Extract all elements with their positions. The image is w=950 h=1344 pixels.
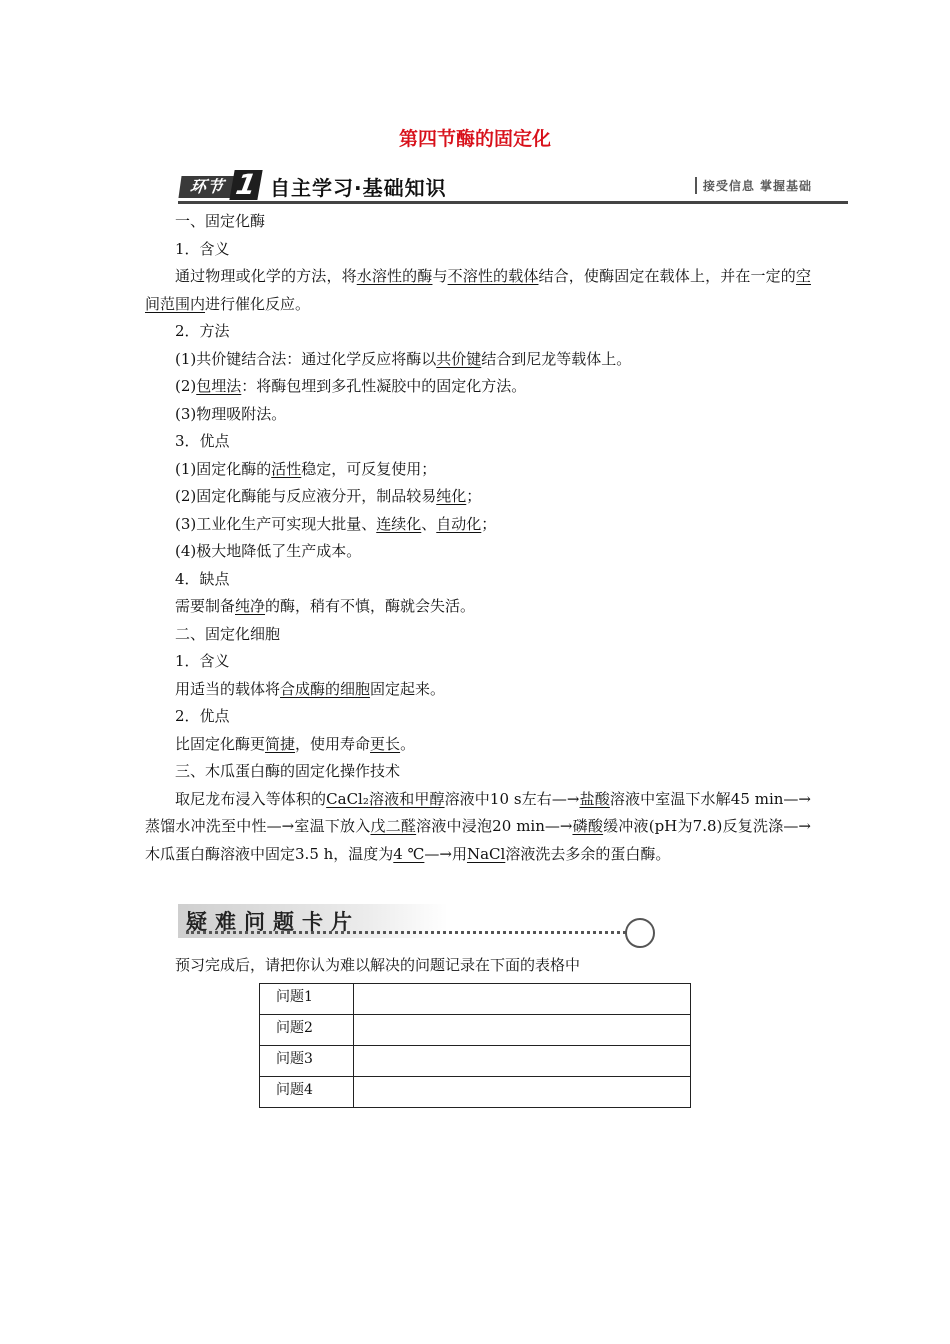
text: 。 [400, 734, 416, 753]
subheading-advantages: 3．优点 [175, 432, 230, 450]
heading-papain-technique: 三、木瓜蛋白酶的固定化操作技术 [175, 762, 401, 780]
blank-answer: 共价键 [436, 349, 482, 368]
heading-immobilized-cells: 二、固定化细胞 [175, 624, 281, 643]
cell-meaning [145, 676, 811, 704]
difficult-questions-card [178, 900, 478, 948]
text: (2) [175, 377, 197, 395]
cell-advantage [145, 731, 811, 759]
text: 用适当的载体将 [175, 679, 281, 698]
subheading-methods: 2．方法 [175, 322, 230, 340]
blank-answer: NaCl [466, 844, 506, 863]
advantage-item [145, 483, 811, 511]
table-row [260, 1077, 691, 1108]
subheading-disadvantages: 4．缺点 [175, 569, 230, 588]
text: ：将酶包埋到多孔性凝胶中的固定化方法。 [241, 377, 527, 395]
subheading-meaning: 1．含义 [175, 652, 230, 670]
blank-answer: 磷酸 [572, 817, 604, 835]
method-item: (3)物理吸附法。 [175, 404, 287, 423]
blank-answer: 连续化 [376, 514, 422, 533]
blank-answer: 盐酸 [579, 789, 610, 808]
text: 通过物理或化学的方法，将 [175, 267, 357, 285]
method-item [145, 346, 811, 374]
section-tag [180, 168, 260, 201]
text: 溶液洗去多余的蛋白酶。 [505, 844, 671, 863]
blank-answer: 戊二醛 [370, 817, 417, 835]
text: 取尼龙布浸入等体积的 [175, 789, 327, 808]
card-title: 疑难问题卡片 [186, 910, 360, 934]
question-answer-cell[interactable] [354, 984, 691, 1015]
text: (2)固定化酶能与反应液分开，制品较易 [175, 487, 437, 505]
section-tag-text: 环节 [178, 176, 235, 198]
table-row [260, 1015, 691, 1046]
blank-answer: CaCl₂溶液和甲醇 [326, 789, 445, 808]
heading-immobilized-enzyme: 一、固定化酶 [175, 212, 266, 230]
section-tag-number: 1 [229, 170, 262, 200]
text: 结合，使酶固定在载体上，并在一定的 [538, 267, 796, 285]
section-banner [178, 168, 848, 204]
procedure-paragraph [145, 786, 811, 869]
circle-icon [625, 918, 655, 948]
text: ； [466, 487, 482, 505]
advantage-item [145, 456, 811, 484]
card-dotted-line [186, 931, 626, 934]
section-heading: 自主学习·基础知识 [270, 176, 447, 200]
text: ，使用寿命 [295, 734, 371, 753]
text: 稳定，可反复使用； [301, 459, 437, 478]
text: 与 [432, 267, 448, 285]
text: —→用 [424, 844, 467, 863]
text: 固定起来。 [370, 679, 446, 698]
blank-answer: 合成酶的细胞 [280, 679, 371, 698]
question-answer-cell[interactable] [354, 1077, 691, 1108]
subheading-advantages: 2．优点 [175, 707, 230, 725]
text: 需要制备 [175, 597, 236, 615]
blank-answer: 简捷 [265, 734, 296, 753]
blank-answer: 自动化 [436, 514, 482, 533]
question-answer-cell[interactable] [354, 1015, 691, 1046]
blank-answer: 纯净 [235, 597, 266, 615]
table-row [260, 984, 691, 1015]
text: 结合到尼龙等载体上。 [481, 349, 632, 368]
advantage-item [145, 511, 811, 539]
blank-answer: 水溶性的酶 [356, 267, 433, 285]
text: 溶液中10 s左右—→ [444, 789, 580, 808]
paragraph-meaning [145, 263, 811, 318]
blank-answer: 不溶性的载体 [447, 267, 539, 285]
main-content [145, 208, 811, 868]
table-row [260, 1046, 691, 1077]
question-label: 问题3 [260, 1046, 354, 1077]
question-table [259, 983, 691, 1108]
text: (1)固定化酶的 [175, 459, 272, 478]
blank-answer: 活性 [271, 459, 302, 478]
text: ； [481, 514, 497, 533]
question-label: 问题2 [260, 1015, 354, 1046]
page-title: 第四节酶的固定化 [398, 128, 551, 150]
blank-answer: 更长 [370, 734, 401, 753]
question-answer-cell[interactable] [354, 1046, 691, 1077]
disadvantage-item [145, 593, 811, 621]
blank-answer: 空间范围内 [145, 267, 811, 313]
text: 进行催化反应。 [205, 294, 311, 313]
subheading-meaning: 1．含义 [175, 239, 230, 258]
question-label: 问题4 [260, 1077, 354, 1108]
text: 溶液中室温下水解45 min—→蒸馏水冲洗至中性—→室温下放入 [145, 789, 811, 835]
blank-answer: 纯化 [436, 487, 467, 505]
blank-answer: 4 ℃ [393, 844, 425, 863]
text: 、 [421, 514, 437, 533]
text: 溶液中浸泡20 min—→ [416, 817, 573, 835]
text: 缓冲液(pH为7.8)反复洗涤—→木瓜蛋白酶溶液中固定3.5 h，温度为 [145, 817, 811, 863]
blank-answer: 包埋法 [196, 377, 242, 395]
advantage-item: (4)极大地降低了生产成本。 [175, 542, 362, 560]
question-label: 问题1 [260, 984, 354, 1015]
text: 比固定化酶更 [175, 734, 266, 753]
text: (1)共价键结合法：通过化学反应将酶以 [175, 349, 437, 368]
section-subtitle: 接受信息 掌握基础 [695, 177, 812, 194]
text: (3)工业化生产可实现大批量、 [175, 514, 377, 533]
method-item [145, 373, 811, 401]
text: 的酶，稍有不慎，酶就会失活。 [265, 597, 476, 615]
section-rule [178, 201, 848, 204]
card-instruction: 预习完成后，请把你认为难以解决的问题记录在下面的表格中 [175, 956, 581, 974]
